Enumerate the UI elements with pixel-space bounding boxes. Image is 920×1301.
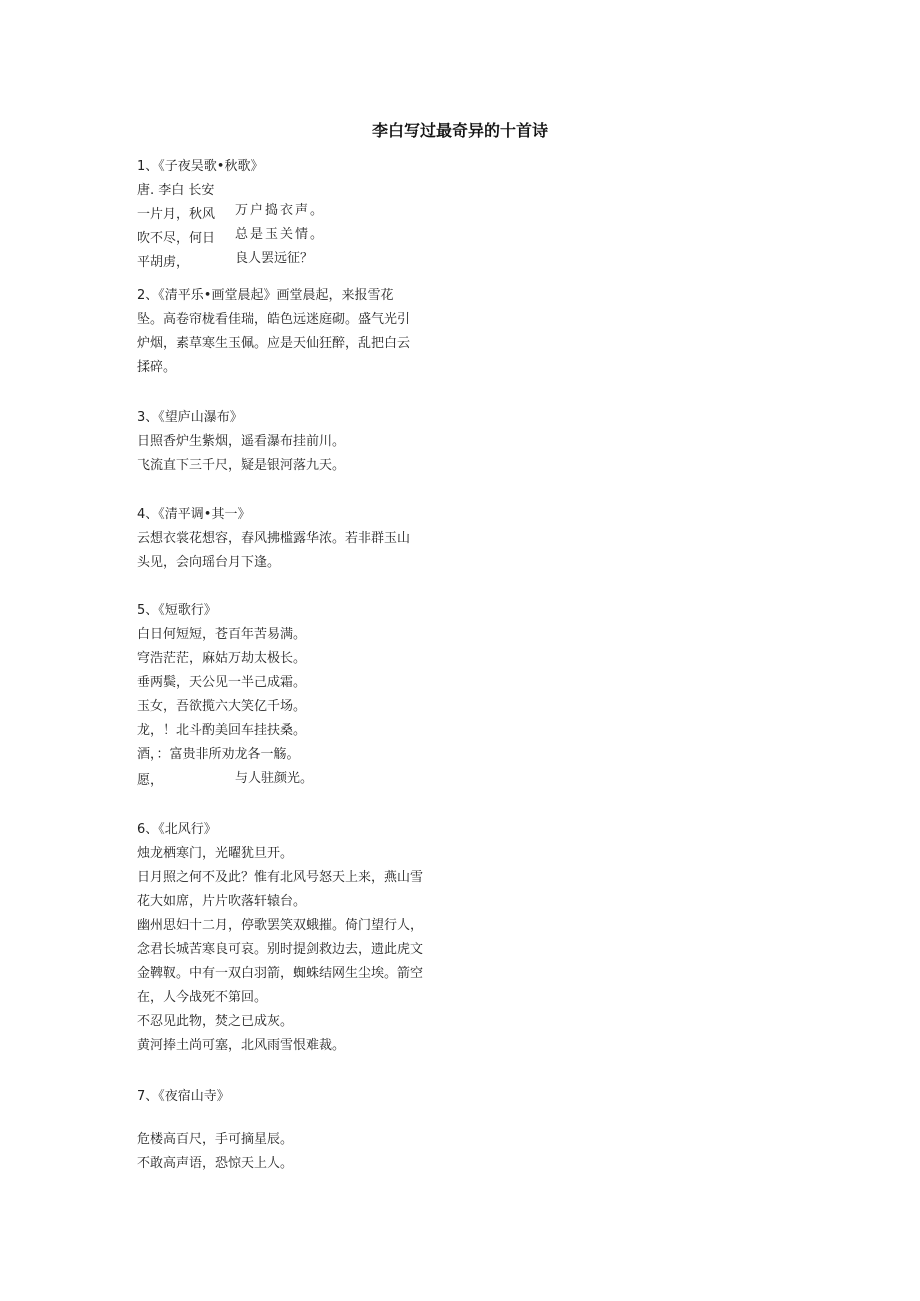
poem-2-title: 、《清平乐•画堂晨起》画堂晨起，来报雪花 [145, 288, 394, 303]
poem-1-left-line-3: 吹不尽，何日 [137, 231, 216, 246]
poem-3-title: 、《望庐山瀑布》 [145, 410, 243, 425]
poem-5-line-4: 玉女，吾欲揽六大笑亿千场。 [137, 699, 307, 714]
poem-6-line-1: 烛龙栖寒门，光曜犹旦开。 [137, 846, 294, 861]
poem-4-heading [137, 507, 250, 523]
poem-1-title: 、《子夜吴歌•秋歌》 [145, 159, 264, 174]
poem-6-line-9: 黄河捧土尚可塞，北风雨雪恨难裁。 [137, 1038, 346, 1053]
poem-6-line-3: 花大如席，片片吹落轩辕台。 [137, 894, 307, 909]
poem-3-heading [137, 410, 243, 426]
poem-6-title: 、《北风行》 [145, 822, 217, 837]
poem-5-line-1: 白日何短短，苍百年苦易满。 [137, 627, 307, 642]
poem-1-right-line-2: 总是玉关情。 [235, 227, 326, 242]
poem-5-line-7-right: 与人驻颜光。 [235, 771, 314, 786]
page-title: 李白写过最奇异的十首诗 [371, 121, 548, 140]
poem-5-line-2: 穹浩茫茫，麻姑万劫太极长。 [137, 651, 307, 666]
poem-1-heading [137, 159, 263, 175]
poem-7-number: 7 [137, 1089, 146, 1104]
poem-2-heading [137, 288, 393, 304]
poem-2-line-2: 炉烟，素草寒生玉佩。应是天仙狂醉，乱把白云 [137, 336, 411, 351]
poem-6-heading [137, 822, 217, 838]
poem-1-right-line-3: 良人罢远征？ [235, 251, 314, 266]
poem-5-number: 5 [137, 603, 146, 618]
poem-4-line-1: 云想衣裳花想容，春风拂槛露华浓。若非群玉山 [137, 531, 411, 546]
poem-3-line-1: 日照香炉生紫烟，遥看瀑布挂前川。 [137, 434, 346, 449]
poem-6-line-2: 日月照之何不及此？惟有北风号怒天上来，燕山雪 [137, 870, 424, 885]
poem-6-line-8: 不忍见此物，焚之已成灰。 [137, 1014, 294, 1029]
poem-4-title: 、《清平调•其一》 [145, 507, 251, 522]
poem-1-left-line-1: 唐. 李白 长安 [137, 183, 215, 198]
poem-5-line-3: 垂两鬓，天公见一半己成霜。 [137, 675, 307, 690]
poem-6-line-7: 在，人今战死不第回。 [137, 990, 268, 1005]
poem-2-number: 2 [137, 288, 146, 303]
poem-1-number: 1 [137, 159, 146, 174]
poem-3-number: 3 [137, 410, 146, 425]
poem-7-title: 、《夜宿山寺》 [145, 1089, 230, 1104]
poem-2-line-3: 揉碎。 [137, 360, 177, 375]
poem-7-heading [137, 1089, 230, 1105]
poem-5-line-5: 龙，！北斗酌美回车挂扶桑。 [137, 723, 307, 738]
poem-1-left-line-4: 平胡虏， [137, 255, 190, 270]
poem-5-line-7-left: 愿， [137, 773, 164, 788]
poem-7-line-2: 不敢高声语，恐惊天上人。 [137, 1156, 294, 1171]
poem-4-line-2: 头见，会向瑶台月下逢。 [137, 555, 281, 570]
poem-6-line-5: 念君长城苦寒良可哀。别时提剑救边去，遗此虎文 [137, 942, 424, 957]
poem-2-line-1: 坠。高卷帘栊看佳瑞，皓色远迷庭砌。盛气光引 [137, 312, 411, 327]
poem-1-left-line-2: 一片月，秋风 [137, 207, 216, 222]
poem-3-line-2: 飞流直下三千尺，疑是银河落九天。 [137, 458, 346, 473]
poem-6-line-4: 幽州思妇十二月，停歌罢笑双蛾摧。倚门望行人， [137, 918, 424, 933]
poem-5-heading [137, 603, 217, 619]
poem-5-title: 、《短歌行》 [145, 603, 217, 618]
poem-6-line-6: 金鞞靫。中有一双白羽箭，蜘蛛结网生尘埃。箭空 [137, 966, 424, 981]
poem-6-number: 6 [137, 822, 146, 837]
poem-1-right-line-1: 万户捣衣声。 [235, 203, 326, 218]
poem-7-line-1: 危楼高百尺，手可摘星辰。 [137, 1132, 294, 1147]
poem-4-number: 4 [137, 507, 146, 522]
poem-5-line-6: 酒，：富贵非所劝龙各一觞。 [137, 747, 300, 762]
